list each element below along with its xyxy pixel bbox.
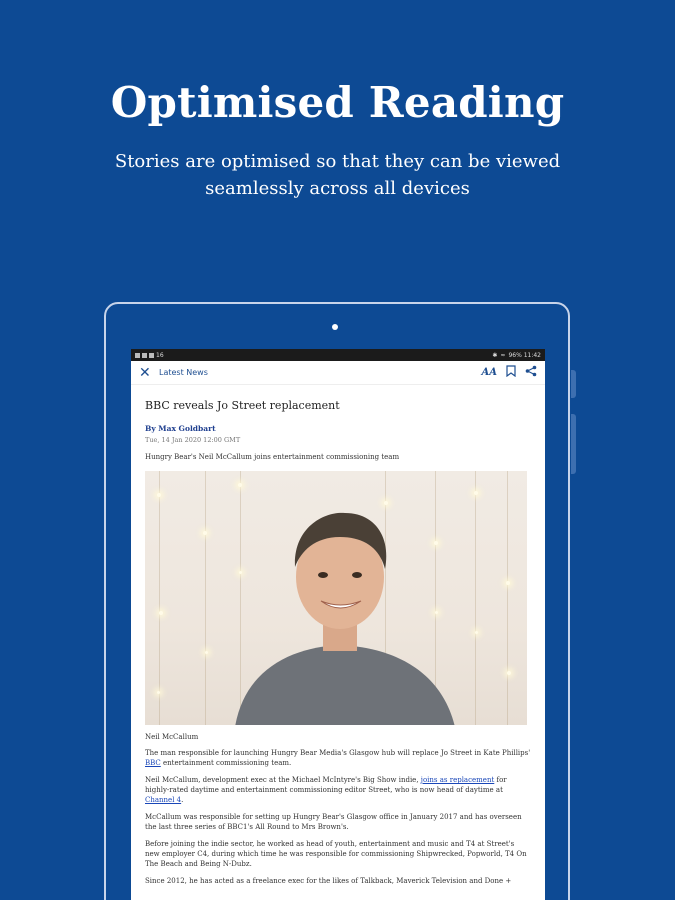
power-button (571, 414, 576, 474)
article-photo (145, 471, 527, 725)
toolbar-title: Latest News (159, 368, 208, 377)
status-left-text: 16 (156, 351, 164, 359)
article-paragraph: The man responsible for launching Hungry Bear Media's Glasgow hub will replace Jo Street in Kate Phillips' BBC entertainment commissioning team. (145, 749, 531, 767)
link-bbc[interactable]: BBC (145, 759, 161, 767)
link-joins-as-replacement[interactable]: joins as replacement (420, 776, 495, 784)
promo-subhead-line2: seamlessly across all devices (205, 178, 470, 199)
promo-subhead-line1: Stories are optimised so that they can be viewed (114, 151, 561, 172)
person-portrait (215, 497, 465, 725)
article-title: BBC reveals Jo Street replacement (145, 399, 340, 412)
device-screen (131, 349, 545, 900)
notification-icon (149, 353, 154, 358)
wifi-icon: ≈ (500, 351, 506, 359)
notification-icon (135, 353, 140, 358)
photo-caption: Neil McCallum (145, 733, 199, 741)
share-icon[interactable] (525, 365, 537, 380)
article-byline[interactable]: By Max Goldbart (145, 424, 216, 433)
status-right-text: 96% 11:42 (508, 351, 541, 359)
status-notifications (135, 352, 164, 359)
volume-button (571, 370, 576, 398)
promo-subhead (0, 148, 675, 202)
article-date: Tue, 14 Jan 2020 12:00 GMT (145, 436, 241, 444)
article-standfirst: Hungry Bear's Neil McCallum joins entertainment commissioning team (145, 453, 400, 461)
app-toolbar (131, 361, 545, 385)
bookmark-icon[interactable] (506, 365, 516, 380)
link-channel-4[interactable]: Channel 4 (145, 796, 182, 804)
status-bar (131, 349, 545, 361)
notification-icon (142, 353, 147, 358)
text-size-icon[interactable]: AA (481, 367, 497, 378)
close-icon[interactable]: ✕ (139, 364, 151, 381)
article-paragraph: Before joining the indie sector, he worked as head of youth, entertainment and music and T4 at Street's new employer C4, during which time he was responsible for commissioning Shipwrecked, Popworld, T4 On The Beach and Being N-Dubz. (145, 840, 527, 868)
article-body (131, 385, 545, 886)
camera-icon (332, 324, 338, 330)
tablet-frame (104, 302, 570, 900)
article-paragraph: Neil McCallum, development exec at the Michael McIntyre's Big Show indie, joins as replacement for highly-rated daytime and entertainment commissioning editor Street, who is now head of daytime at Channel 4. (145, 776, 507, 804)
article-paragraph: McCallum was responsible for setting up Hungry Bear's Glasgow office in January 2017 and has overseen the last three series of BBC1's All Round to Mrs Brown's. (145, 813, 522, 831)
article-paragraph: Since 2012, he has acted as a freelance exec for the likes of Talkback, Maverick Television and Done + (145, 877, 512, 885)
promo-headline: Optimised Reading (110, 78, 565, 127)
bluetooth-icon: ✱ (492, 351, 498, 359)
status-indicators (492, 352, 541, 359)
